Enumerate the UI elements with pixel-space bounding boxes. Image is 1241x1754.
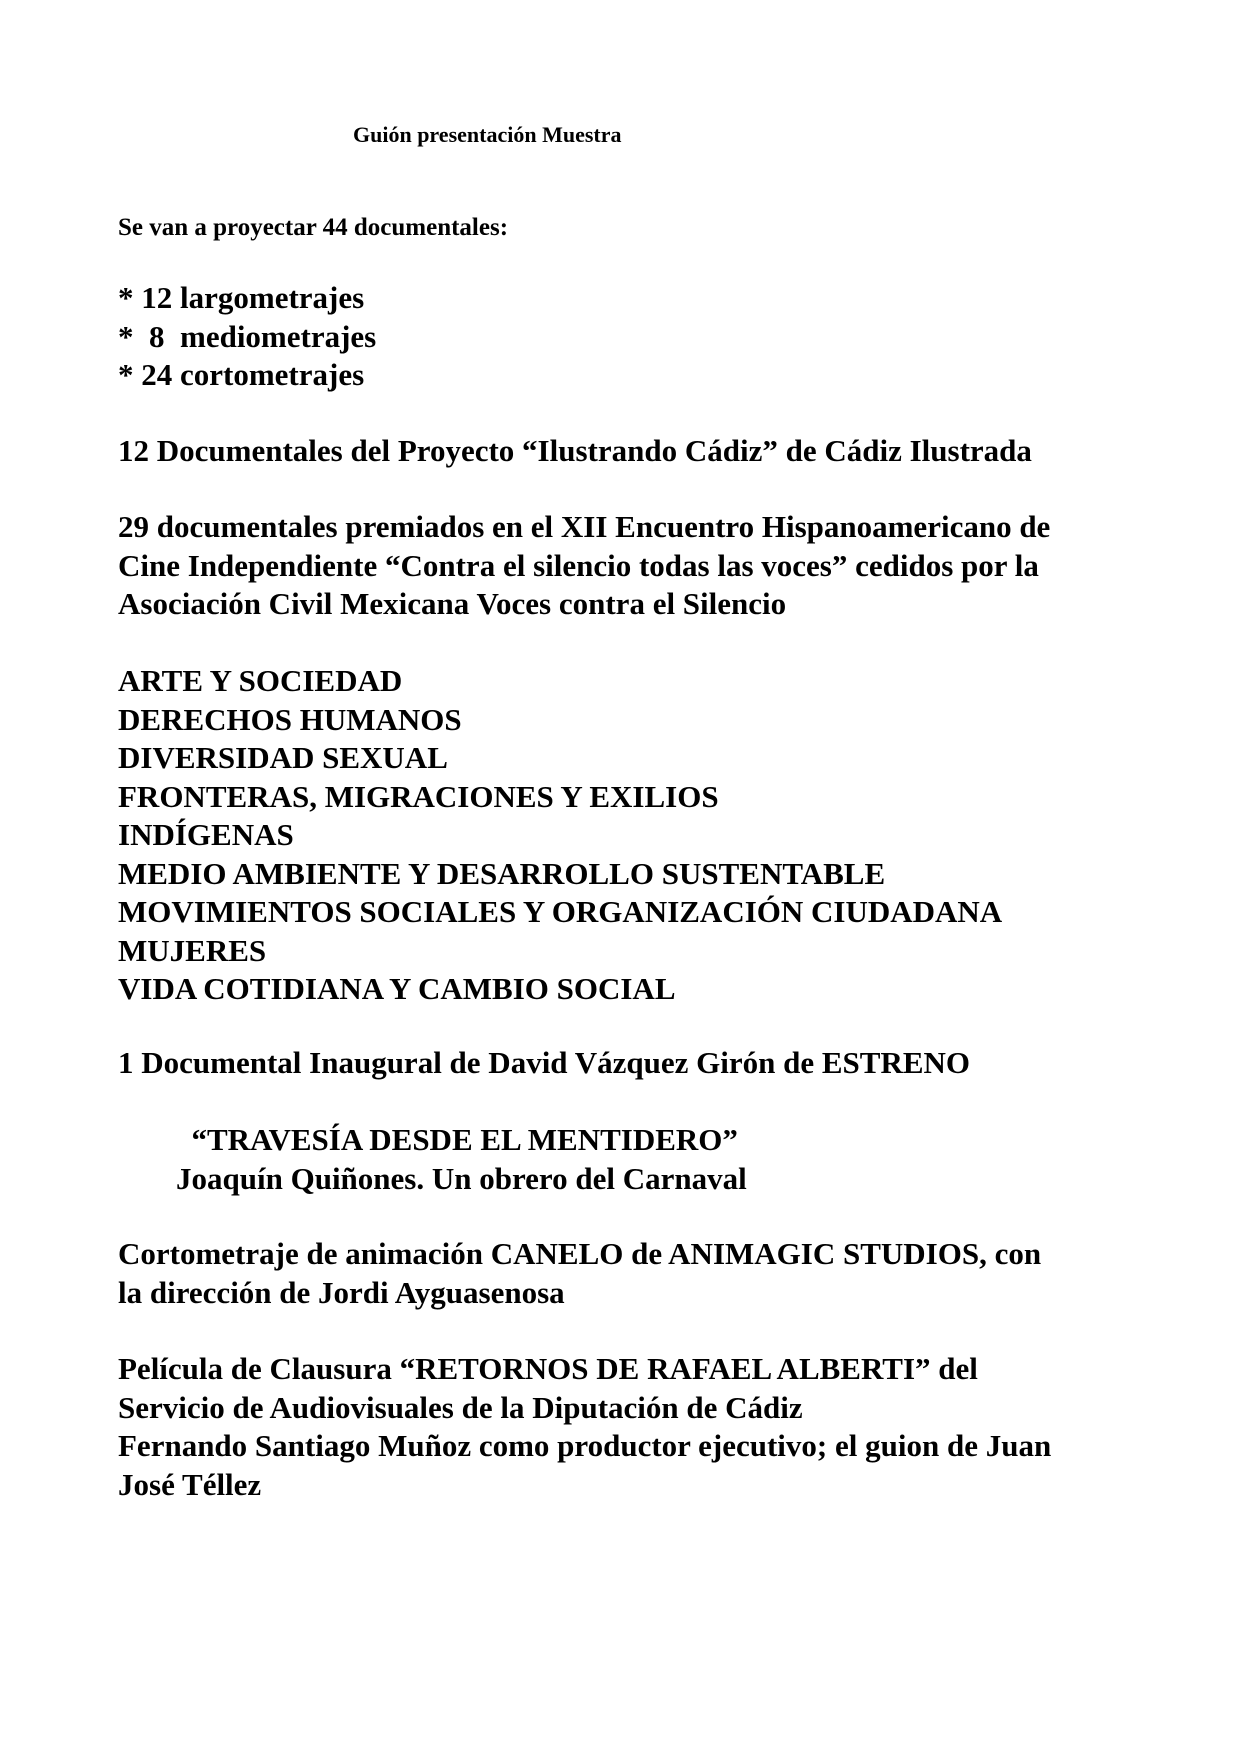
- ilustrando-line: 12 Documentales del Proyecto “Ilustrando Cádiz” de Cádiz Ilustrada: [118, 433, 1032, 468]
- inaugural-paragraph: [118, 1044, 970, 1083]
- inaugural-line: 1 Documental Inaugural de David Vázquez Girón de ESTRENO: [118, 1045, 971, 1080]
- format-item-largometrajes: * 12 largometrajes: [118, 280, 365, 315]
- travesia-block: [176, 1121, 747, 1198]
- format-item-cortometrajes: * 24 cortometrajes: [118, 357, 365, 392]
- premiados-line: 29 documentales premiados en el XII Encuentro Hispanoamericano de: [118, 509, 1051, 544]
- clausura-paragraph: [118, 1350, 1051, 1504]
- clausura-line: Fernando Santiago Muñoz como productor ejecutivo; el guion de Juan: [118, 1428, 1052, 1463]
- category-item: VIDA COTIDIANA Y CAMBIO SOCIAL: [118, 971, 676, 1006]
- premiados-paragraph: [118, 508, 1050, 624]
- category-item: MUJERES: [118, 932, 267, 968]
- premiados-line: Asociación Civil Mexicana Voces contra el Silencio: [118, 586, 787, 621]
- ilustrando-paragraph: [118, 432, 1032, 471]
- category-item: DIVERSIDAD SEXUAL: [118, 740, 448, 775]
- canelo-line: la dirección de Jordi Ayguasenosa: [118, 1274, 565, 1310]
- category-item: ARTE Y SOCIEDAD: [118, 663, 403, 698]
- clausura-line: José Téllez: [118, 1466, 262, 1502]
- page-title: Guión presentación Muestra: [353, 122, 622, 147]
- clausura-line: Servicio de Audiovisuales de la Diputación de Cádiz: [118, 1389, 803, 1425]
- category-item: DERECHOS HUMANOS: [118, 701, 462, 737]
- category-item: INDÍGENAS: [118, 817, 294, 852]
- formats-list: [118, 279, 376, 395]
- travesia-title: “TRAVESÍA DESDE EL MENTIDERO”: [176, 1122, 738, 1157]
- canelo-line: Cortometraje de animación CANELO de ANIMAGIC STUDIOS, con: [118, 1236, 1042, 1271]
- categories-list: [118, 662, 1002, 1009]
- category-item: FRONTERAS, MIGRACIONES Y EXILIOS: [118, 778, 719, 814]
- intro-text: Se van a proyectar 44 documentales:: [118, 214, 509, 241]
- travesia-subtitle: Joaquín Quiñones. Un obrero del Carnaval: [176, 1160, 747, 1196]
- category-item: MOVIMIENTOS SOCIALES Y ORGANIZACIÓN CIUDADANA: [118, 894, 1003, 929]
- premiados-line: Cine Independiente “Contra el silencio todas las voces” cedidos por la: [118, 547, 1039, 583]
- canelo-paragraph: [118, 1235, 1041, 1312]
- clausura-line: Película de Clausura “RETORNOS DE RAFAEL ALBERTI” del: [118, 1351, 978, 1386]
- format-item-mediometrajes: * 8 mediometrajes: [118, 318, 377, 354]
- category-item: MEDIO AMBIENTE Y DESARROLLO SUSTENTABLE: [118, 855, 886, 891]
